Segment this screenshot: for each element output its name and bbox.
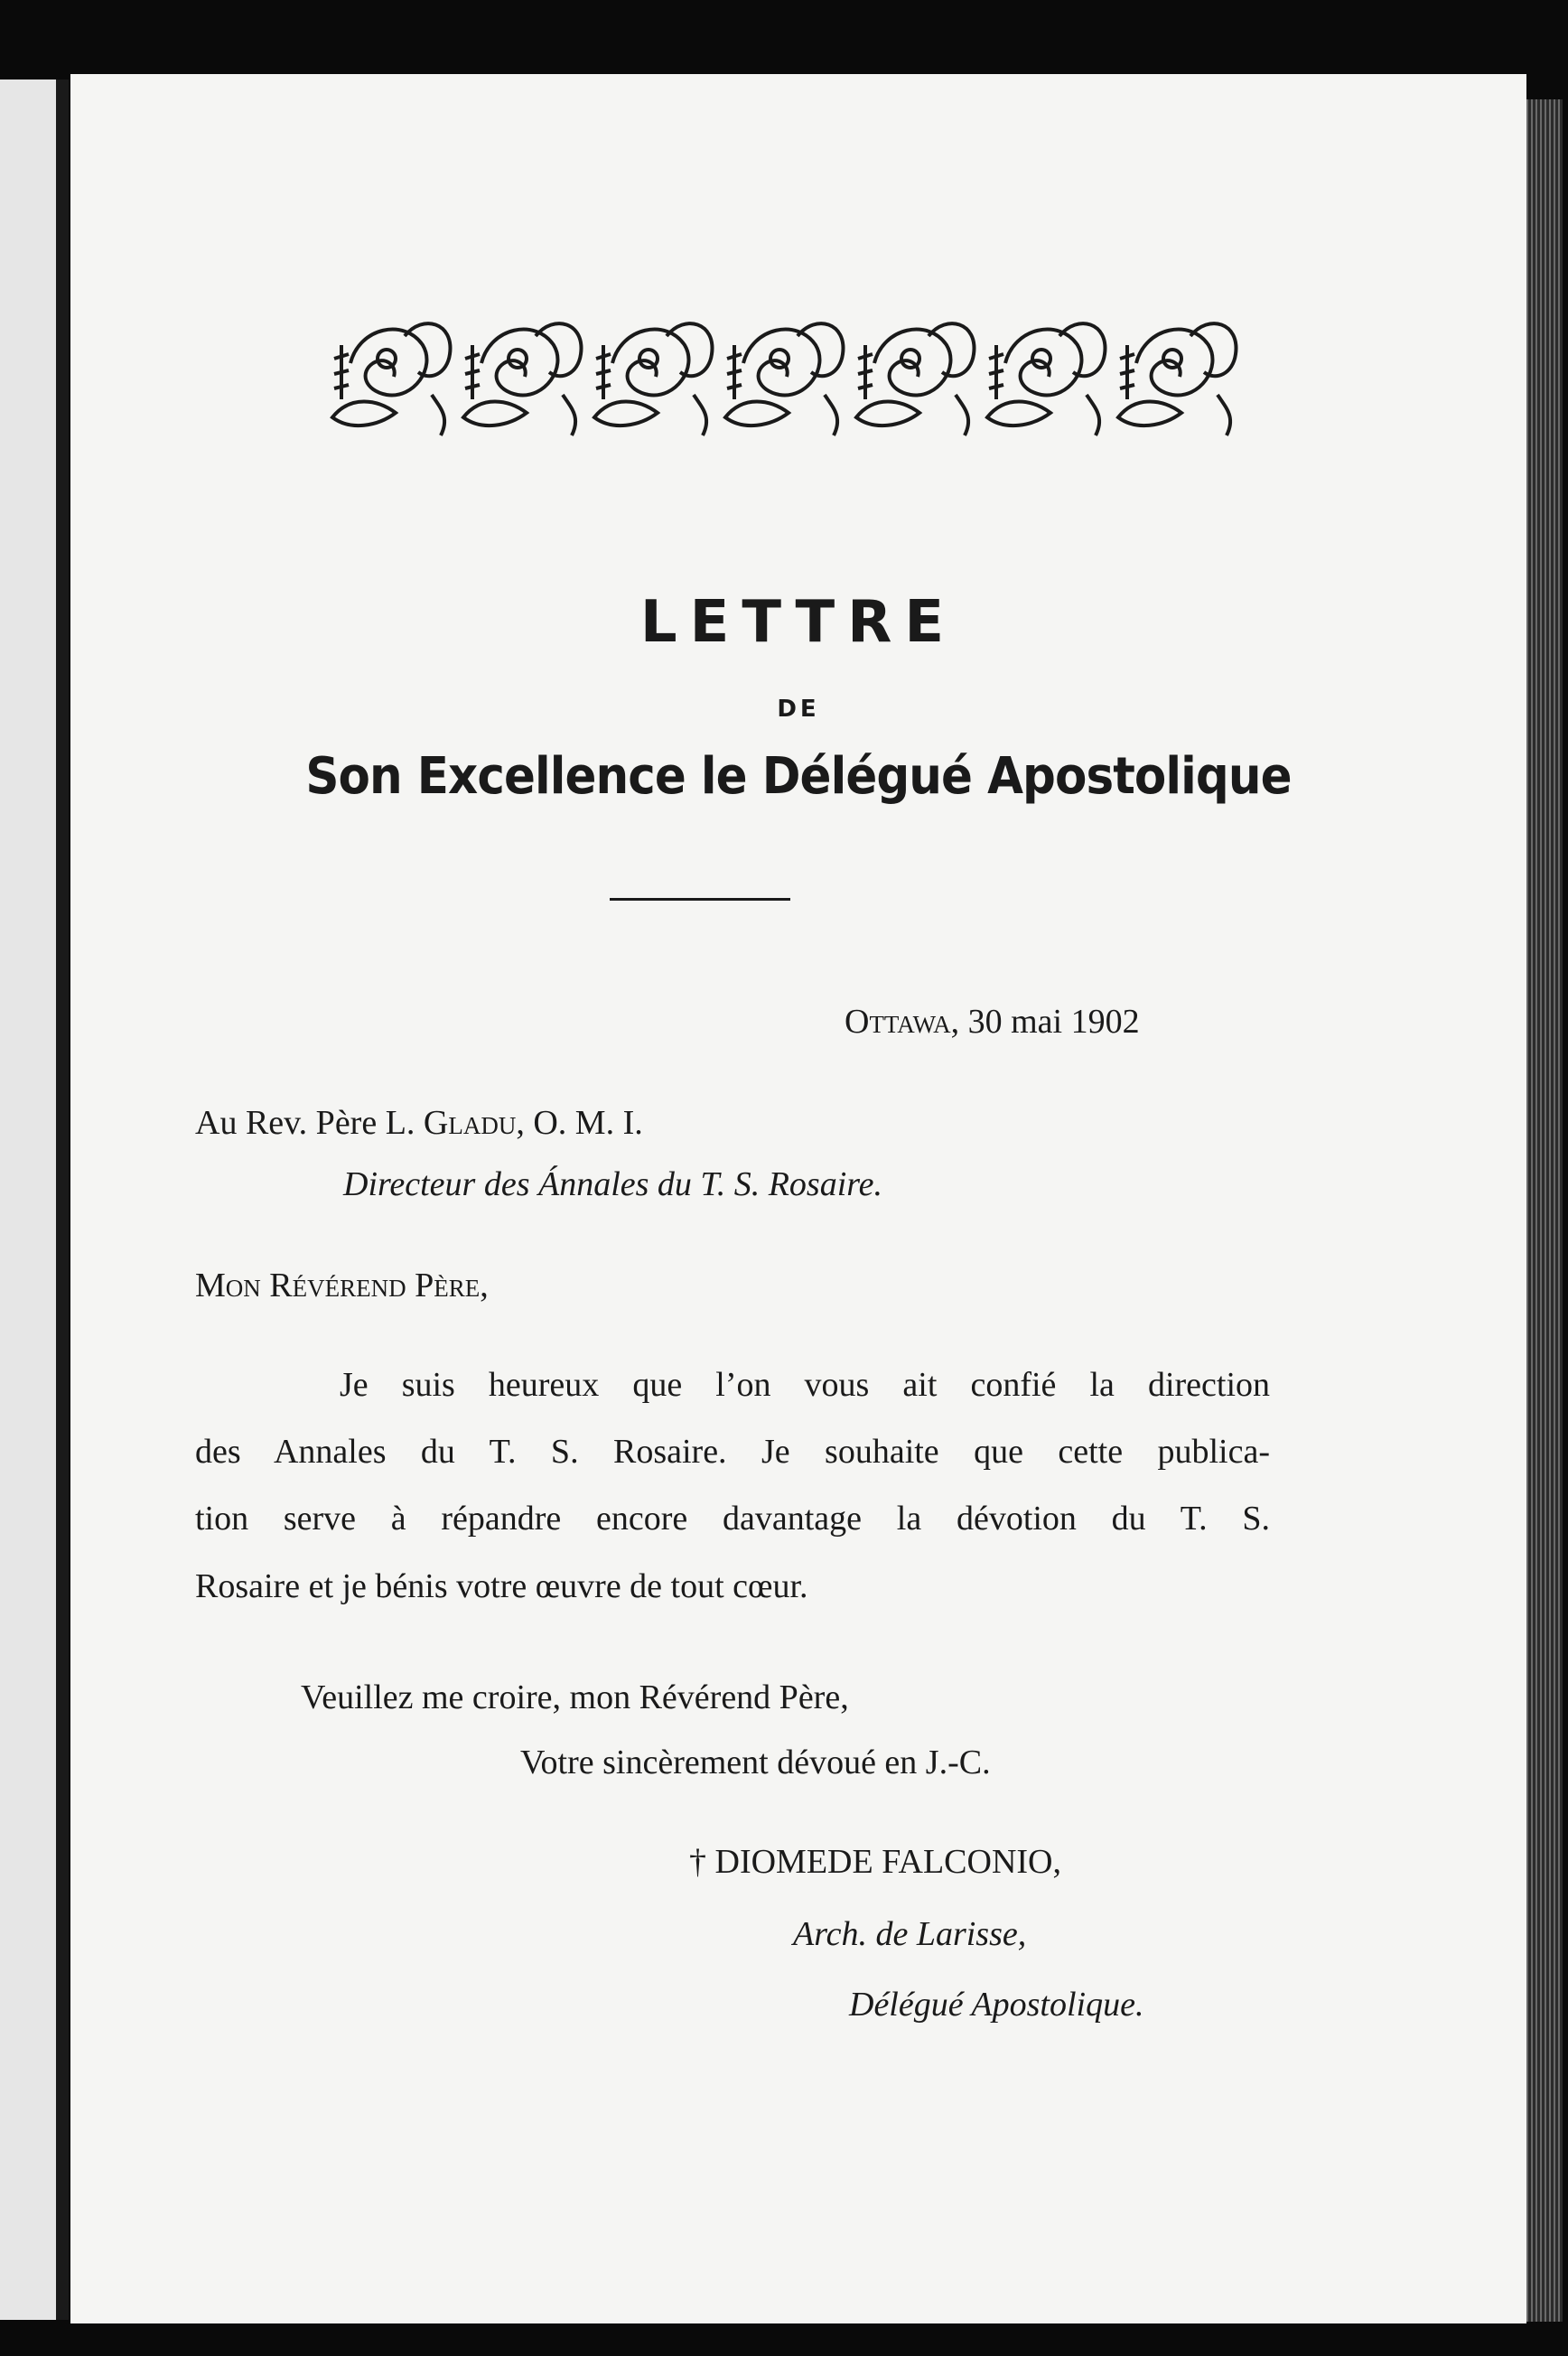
left-page-edge (0, 79, 56, 2320)
place: Ottawa, (845, 1003, 960, 1041)
closing-line-1: Veuillez me croire, mon Révérend Père, (301, 1678, 849, 1716)
book-gutter (56, 79, 69, 2320)
recipient-prefix: Au Rev. Père L. (195, 1104, 415, 1142)
signature-title-2: Délégué Apostolique. (849, 1986, 1144, 2024)
recipient-suffix: O. M. I. (533, 1104, 643, 1142)
heading-de: DE (777, 696, 820, 723)
title-divider (610, 898, 790, 901)
body-line: tion serve à répandre encore davantage la dévotion du T. S. (195, 1500, 1270, 1538)
body-line: des Annales du T. S. Rosaire. Je souhaite que cette publica- (195, 1433, 1270, 1471)
body-line: Je suis heureux que l’on vous ait confié la direction (340, 1366, 1270, 1404)
closing-line-2: Votre sincèrement dévoué en J.-C. (520, 1744, 991, 1781)
heading-lettre: LETTRE (639, 589, 957, 656)
page-stack-edge (1526, 99, 1563, 2322)
recipient-name: Gladu, (423, 1104, 525, 1142)
body-line: Rosaire et je bénis votre œuvre de tout cœur. (195, 1567, 808, 1605)
date: 30 mai 1902 (967, 1003, 1140, 1041)
heading-main: Son Excellence le Délégué Apostolique (305, 747, 1292, 806)
recipient-title: Directeur des Ánnales du T. S. Rosaire. (343, 1165, 883, 1203)
place-date (845, 1005, 1140, 1039)
floral-ornament-band (323, 304, 1245, 449)
recipient (195, 1106, 643, 1140)
book-page (70, 74, 1526, 2323)
salutation: Mon Révérend Père, (195, 1267, 489, 1304)
signature-title-1: Arch. de Larisse, (793, 1915, 1027, 1953)
signature-name: † DIOMEDE FALCONIO, (689, 1843, 1061, 1881)
